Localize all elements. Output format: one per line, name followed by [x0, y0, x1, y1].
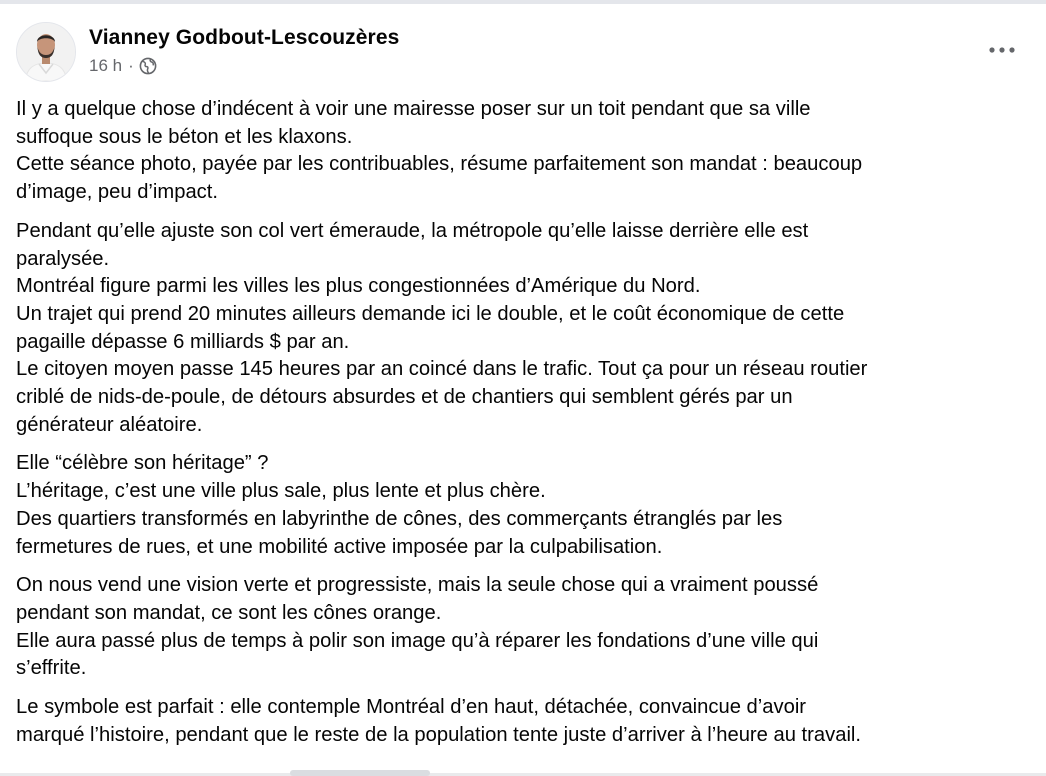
post-meta — [89, 56, 157, 76]
more-options-icon — [988, 46, 1016, 54]
post-paragraph-3: Elle “célèbre son héritage” ? L’héritage, c’est une ville plus sale, plus lente et plus chère. Des quartiers transformés en labyrinthe de cônes, des commerçants étranglés par les fermetures de rues, et une mobilité active imposée par la culpabilisation. — [16, 452, 783, 558]
meta-separator: · — [128, 56, 134, 75]
post-paragraph-2: Pendant qu’elle ajuste son col vert émeraude, la métropole qu’elle laisse derrière elle est paralysée. Montréal figure parmi les villes les plus congestionnées d’Amérique du Nord. Un trajet qui prend 20 minutes ailleurs demande ici le double, et le coût économique de cette pagaille dépasse 6 milliards $ par an. Le citoyen moyen passe 145 heures par an coincé dans le trafic. Tout ça pour un réseau routier criblé de nids-de-poule, de détours absurdes et de chantiers qui semblent gérés par un générateur aléatoire. — [16, 219, 868, 436]
post-paragraph-1: Il y a quelque chose d’indécent à voir une mairesse poser sur un toit pendant que sa ville suffoque sous le béton et les klaxons. Cette séance photo, payée par les contribuables, résume parfaitement son mandat : beaucoup d’image, peu d’impact. — [16, 98, 863, 204]
avatar[interactable] — [16, 22, 76, 82]
post-paragraph-5: Le symbole est parfait : elle contemple Montréal d’en haut, détachée, convaincue d’avoir marqué l’histoire, pendant que le reste de la population tente juste d’arriver à l’heure au travail. — [16, 696, 862, 746]
globe-icon[interactable] — [139, 57, 157, 75]
author-name[interactable]: Vianney Godbout-Lescouzères — [89, 26, 400, 49]
post-header — [0, 0, 1046, 100]
post-paragraph-4: On nous vend une vision verte et progressiste, mais la seule chose qui a vraiment poussé pendant son mandat, ce sont les cônes orange. Elle aura passé plus de temps à polir son image qu’à réparer les fondations d’une ville qui s’effrite. — [16, 574, 819, 680]
post-timestamp[interactable]: 16 h — [89, 56, 123, 75]
more-options-button[interactable] — [982, 36, 1022, 64]
scroll-shadow — [290, 770, 430, 776]
profile-photo-icon — [17, 23, 75, 81]
post-body — [16, 96, 1040, 760]
